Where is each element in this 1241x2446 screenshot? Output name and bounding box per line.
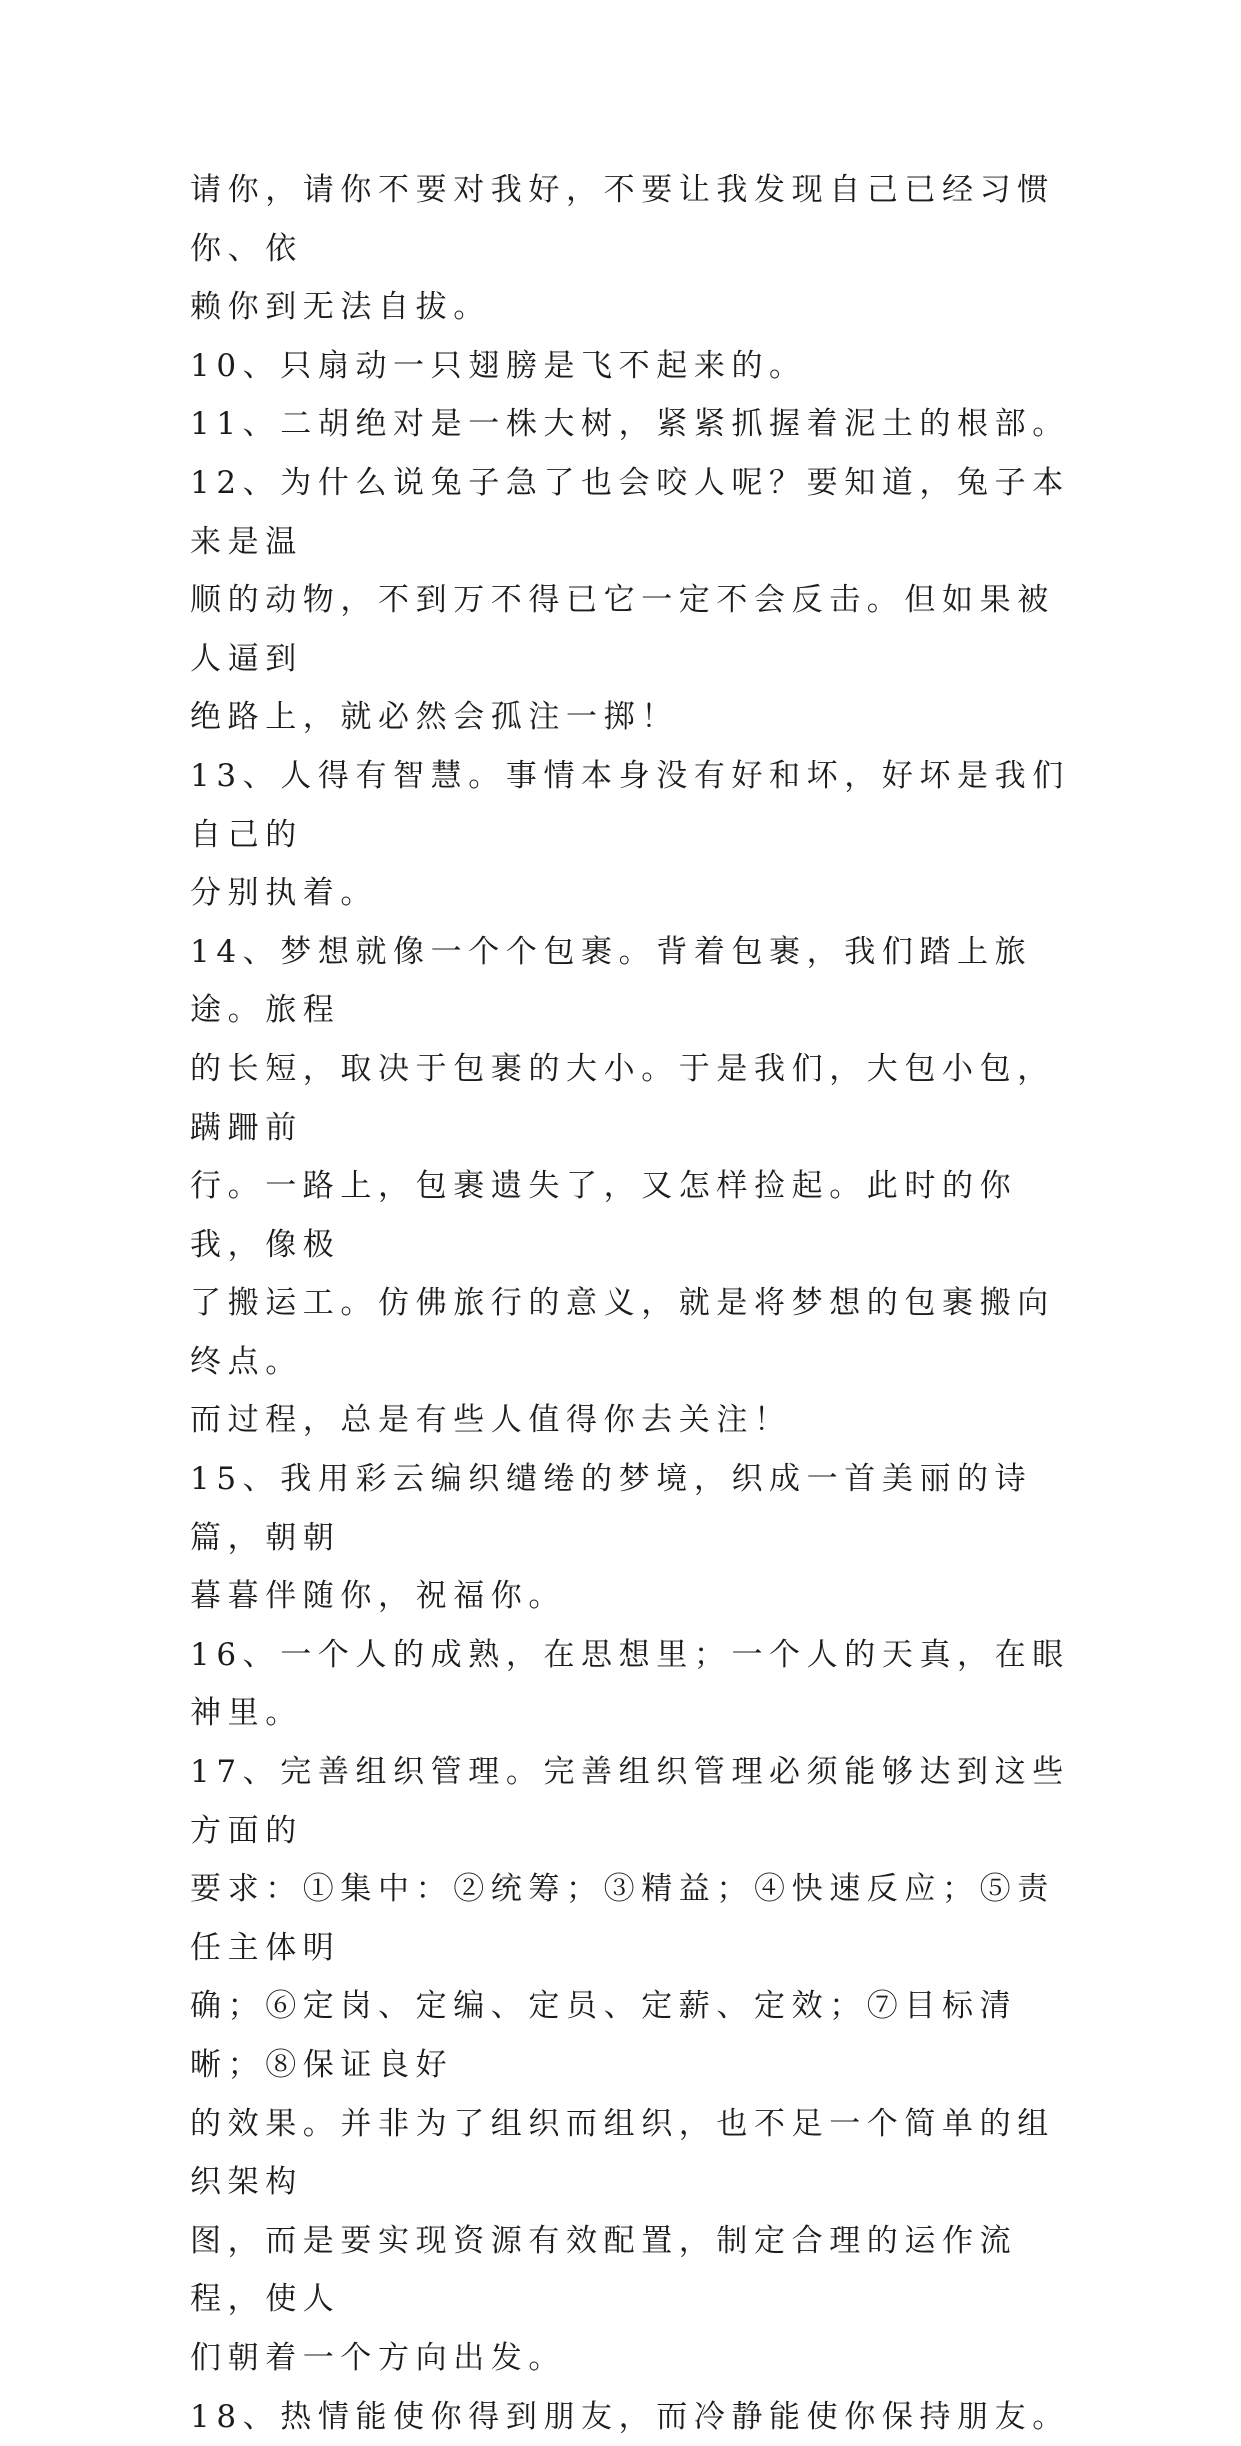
paragraph-18: 18、热情能使你得到朋友，而冷静能使你保持朋友。: [190, 2398, 1070, 2435]
paragraph-11: 11、二胡绝对是一株大树，紧紧抓握着泥土的根部。: [190, 406, 1070, 443]
paragraph-15: 15、我用彩云编织缱绻的梦境，织成一首美丽的诗篇，朝朝 暮暮伴随你，祝福你。: [190, 1461, 1033, 1615]
paragraph-13: 13、人得有智慧。事情本身没有好和坏，好坏是我们自己的 分别执着。: [190, 757, 1070, 912]
text-body: [190, 161, 1080, 2446]
paragraph-14: 14、梦想就像一个个包裹。背着包裹，我们踏上旅途。旅程 的长短，取决于包裹的大小。于是我们，大包小包，蹒跚前 行。一路上，包裹遗失了，又怎样捡起。此时的你我，像极 了搬运工。仿佛旅行的意义，就是将梦想的包裹搬向终点。 而过程，总是有些人值得你去关注！: [190, 933, 1055, 1439]
paragraph-intro: 请你，请你不要对我好，不要让我发现自己已经习惯你、依 赖你到无法自拔。: [190, 172, 1055, 326]
paragraph-12: 12、为什么说兔子急了也会咬人呢？要知道，兔子本来是温 顺的动物，不到万不得已它一定不会反击。但如果被人逼到 绝路上，就必然会孤注一掷！: [190, 464, 1070, 736]
paragraph-17: 17、完善组织管理。完善组织管理必须能够达到这些方面的 要求：①集中：②统筹；③精益；④快速反应；⑤责任主体明 确；⑥定岗、定编、定员、定薪、定效；⑦目标清晰；⑧保证良好 的效果。并非为了组织而组织，也不足一个简单的组织架构 图，而是要实现资源有效配置，制定合理的运作流程，使人 们朝着一个方向出发。: [190, 1754, 1070, 2376]
paragraph-16: 16、一个人的成熟，在思想里；一个人的天真，在眼神里。: [190, 1636, 1070, 1732]
paragraph-10: 10、只扇动一只翅膀是飞不起来的。: [190, 347, 807, 384]
